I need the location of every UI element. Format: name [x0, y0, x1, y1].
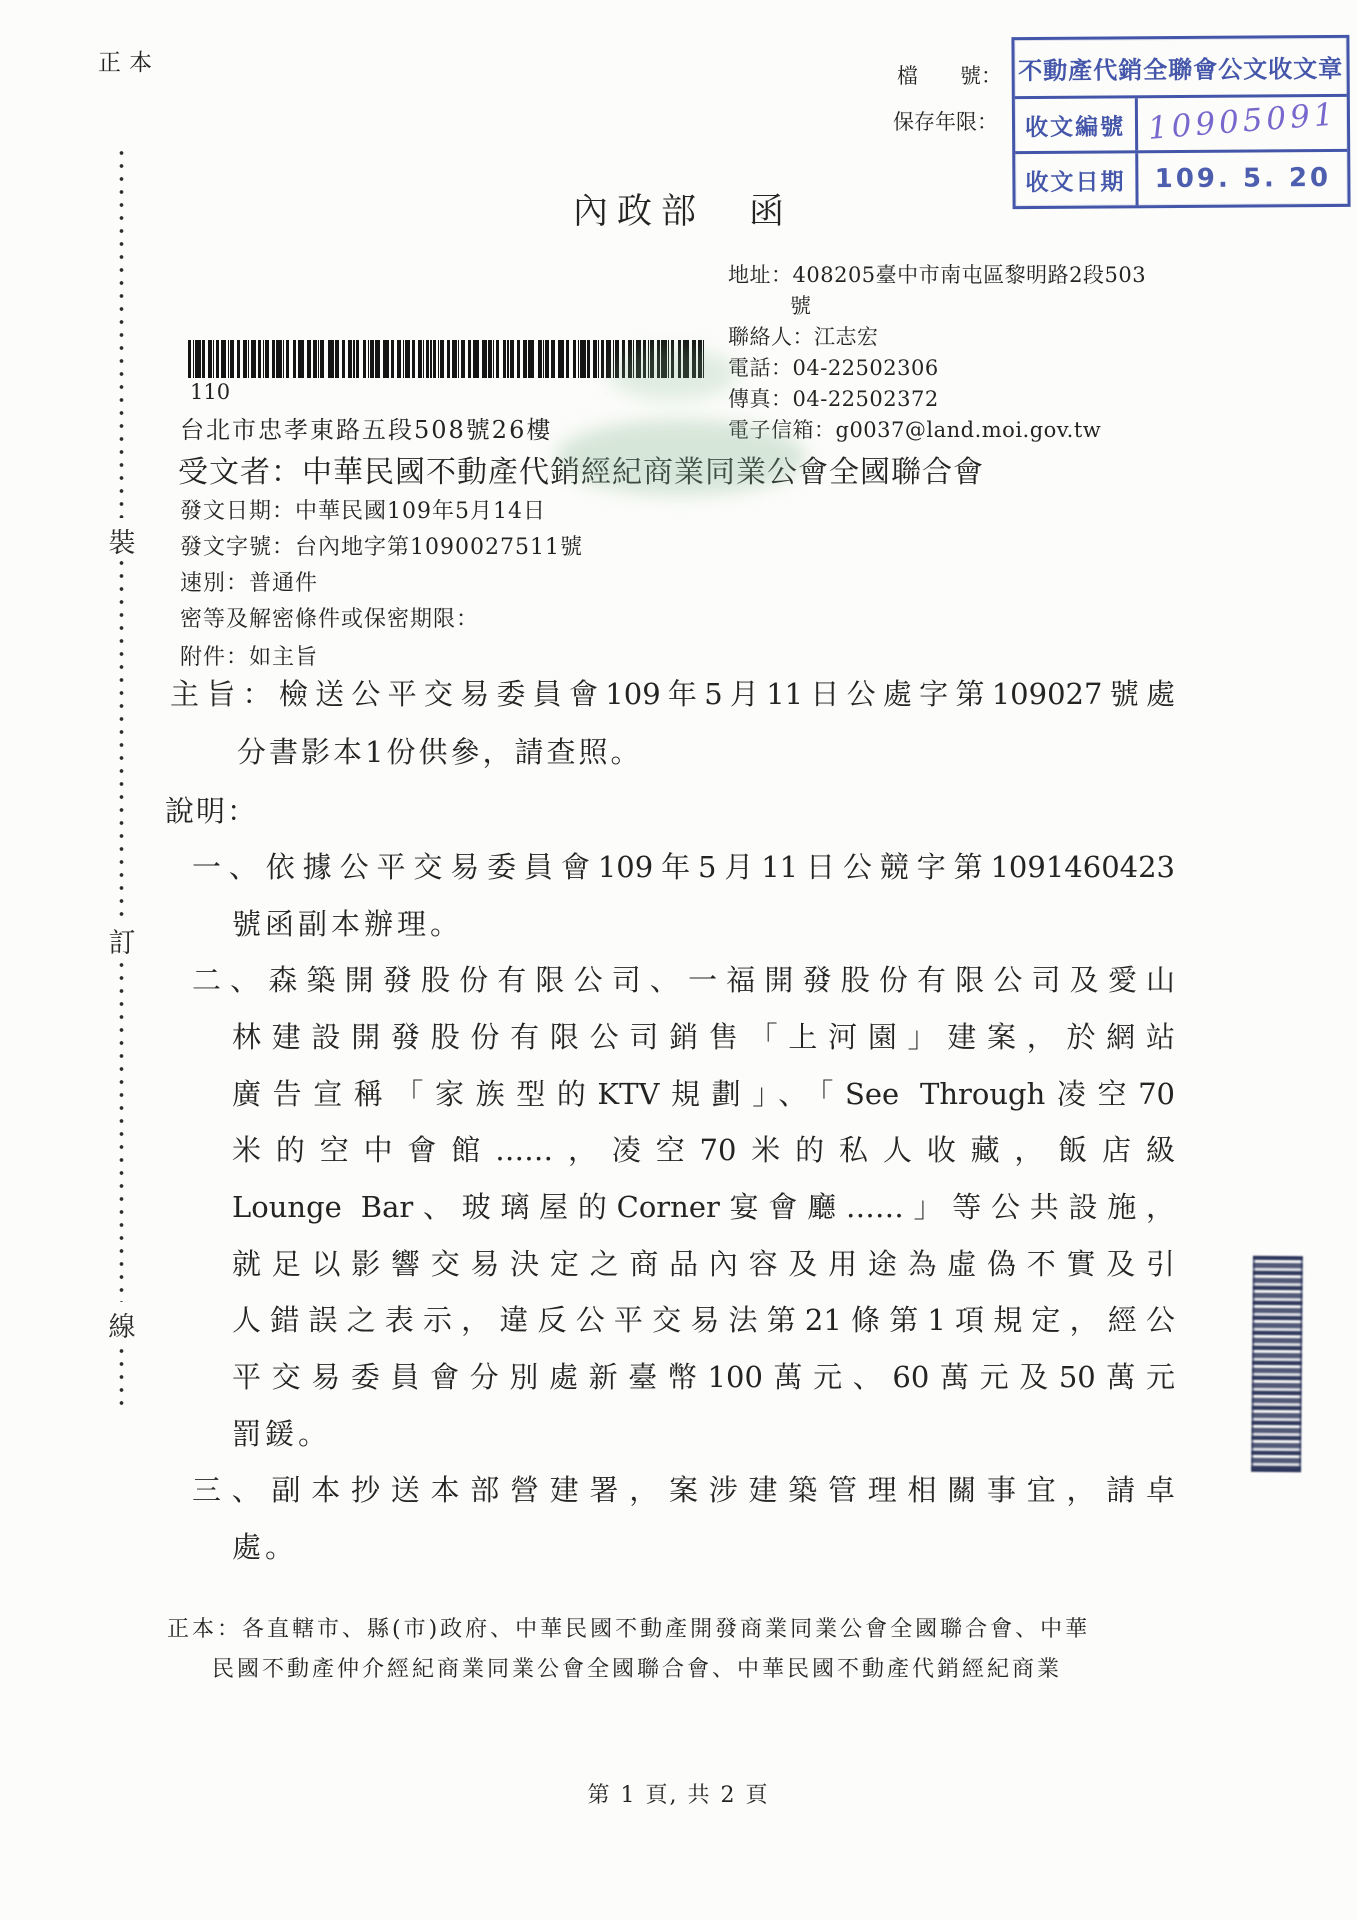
- margin-mark-staple: 訂: [108, 928, 136, 959]
- copy-type-label: 正本: [98, 50, 160, 76]
- explanation-item2-line5: Lounge Bar、玻璃屋的Corner宴會廳……」等公共設施，: [232, 1190, 1175, 1224]
- sender-contact-person: 聯絡人：江志宏: [728, 325, 879, 349]
- subject-line-1: 主旨：檢送公平交易委員會109年5月11日公處字第109027號處: [170, 677, 1175, 711]
- stamped-receipt-date: 109. 5. 20: [1154, 162, 1332, 195]
- explanation-item1-line2: 號函副本辦理。: [232, 907, 464, 941]
- attachment-line: 附件：如主旨: [180, 645, 319, 670]
- mail-barcode: [188, 340, 705, 378]
- sender-address-line2: 號: [790, 294, 812, 318]
- receipt-stamp-title: 不動產代銷全聯會公文收文章: [1014, 38, 1346, 99]
- explanation-item3-line1: 三、副本抄送本部營建署，案涉建築管理相關事宜，請卓: [192, 1473, 1175, 1507]
- receipt-number-value: [1138, 97, 1347, 150]
- issuing-agency: 內政部: [572, 192, 705, 232]
- distribution-line-1: 正本：各直轄市、縣(市)政府、中華民國不動產開發商業同業公會全國聯合會、中華: [167, 1617, 1091, 1642]
- addressee-line: 受文者：中華民國不動產代銷經紀商業同業公會全國聯合會: [178, 455, 984, 490]
- receipt-number-label: 收文編號: [1015, 98, 1138, 151]
- recipient-street-address: 台北市忠孝東路五段508號26樓: [180, 416, 553, 444]
- binding-dotted-line-segment-3: [119, 962, 124, 1302]
- sender-contact-block: [728, 260, 1146, 446]
- sender-phone: 電話：04-22502306: [728, 356, 939, 380]
- explanation-item1-line1: 一、依據公平交易委員會109年5月11日公競字第1091460423: [192, 850, 1175, 884]
- barcode-number: 110: [190, 380, 231, 404]
- binding-dotted-line-segment-2: [119, 560, 124, 918]
- illegible-vertical-side-stamp: [1251, 1256, 1303, 1472]
- explanation-item2-line1: 二、森築開發股份有限公司、一福開發股份有限公司及愛山: [192, 963, 1175, 997]
- retention-period-label: 保存年限：: [893, 110, 998, 134]
- document-type: 函: [749, 192, 785, 232]
- distribution-line-2: 民國不動產仲介經紀商業同業公會全國聯合會、中華民國不動產代銷經紀商業: [212, 1657, 1063, 1682]
- binding-dotted-line-segment-4: [119, 1348, 124, 1408]
- explanation-item2-line8: 平交易委員會分別處新臺幣100萬元、60萬元及50萬元: [232, 1360, 1175, 1394]
- explanation-item2-line3: 廣告宣稱「家族型的KTV規劃」、「See Through凌空70: [232, 1077, 1175, 1111]
- receipt-date-label: 收文日期: [1015, 153, 1138, 206]
- explanation-item2-line4: 米的空中會館……，凌空70米的私人收藏，飯店級: [232, 1133, 1175, 1167]
- explanation-item2-line7: 人錯誤之表示，違反公平交易法第21條第1項規定，經公: [232, 1303, 1175, 1337]
- issue-date-line: 發文日期：中華民國109年5月14日: [180, 499, 546, 524]
- explanation-item2-line9: 罰鍰。: [232, 1417, 332, 1451]
- explanation-item2-line6: 就足以影響交易決定之商品內容及用途為虛偽不實及引: [232, 1247, 1175, 1281]
- file-number-label: 檔 號：: [897, 64, 1002, 88]
- security-line: 密等及解密條件或保密期限：: [180, 607, 480, 632]
- priority-line: 速別：普通件: [180, 571, 319, 596]
- page-number-footer: 第 1 頁, 共 2 頁: [587, 1783, 770, 1808]
- receipt-number-row: [1015, 97, 1347, 151]
- sender-address-line1: 地址：408205臺中市南屯區黎明路2段503: [728, 263, 1147, 287]
- sender-email: 電子信箱：g0037@land.moi.gov.tw: [728, 418, 1102, 442]
- doc-number-line: 發文字號：台內地字第1090027511號: [180, 535, 583, 560]
- subject-line-2: 分書影本1份供參，請查照。: [237, 735, 643, 769]
- sender-fax: 傳真：04-22502372: [728, 387, 939, 411]
- binding-dotted-line-segment-1: [119, 150, 124, 518]
- document-meta-block: [180, 494, 583, 676]
- margin-mark-binding: 裝: [108, 528, 136, 559]
- margin-mark-line: 線: [108, 1312, 136, 1343]
- document-title: [0, 184, 1357, 234]
- explanation-heading: 說明：: [165, 794, 259, 828]
- explanation-item2-line2: 林建設開發股份有限公司銷售「上河園」建案，於網站: [232, 1020, 1175, 1054]
- handwritten-receipt-number: 10905091: [1146, 96, 1339, 147]
- explanation-item3-line2: 處。: [232, 1530, 299, 1564]
